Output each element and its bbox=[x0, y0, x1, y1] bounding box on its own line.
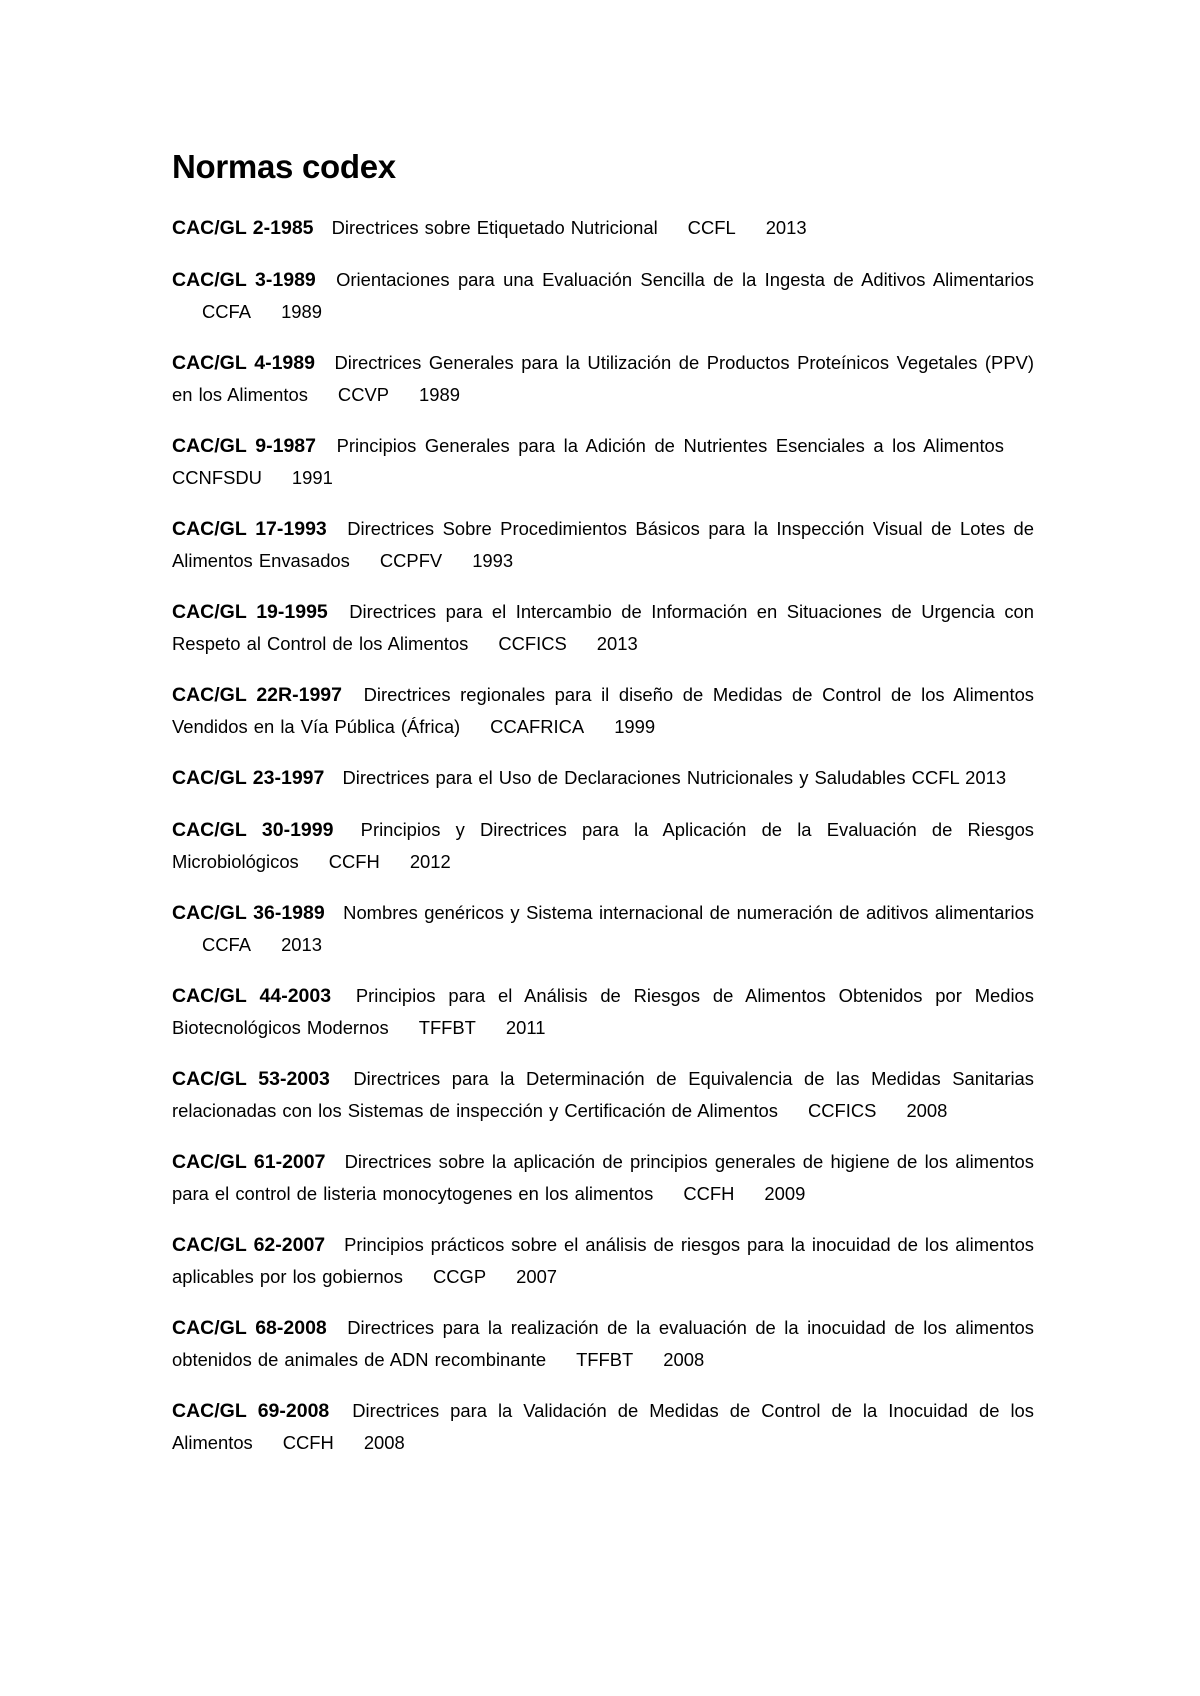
codex-entry bbox=[172, 1229, 1034, 1292]
entry-description: Directrices regionales para il diseño de Medidas de Control de los Alimentos Vendidos en la Vía Pública (África) bbox=[172, 684, 1034, 737]
entry-year: 1989 bbox=[281, 301, 322, 322]
codex-entries-list bbox=[172, 212, 1034, 1478]
entry-code: CAC/GL 3-1989 bbox=[172, 269, 316, 291]
entry-code: CAC/GL 69-2008 bbox=[172, 1400, 330, 1422]
entry-code: CAC/GL 62-2007 bbox=[172, 1234, 326, 1256]
entry-code: CAC/GL 30-1999 bbox=[172, 819, 334, 841]
entry-code: CAC/GL 53-2003 bbox=[172, 1068, 330, 1090]
entry-description: Directrices para la Determinación de Equivalencia de las Medidas Sanitarias relacionadas con los Sistemas de inspección y Certificación de Alimentos bbox=[172, 1068, 1034, 1121]
entry-code: CAC/GL 44-2003 bbox=[172, 985, 332, 1007]
entry-year: 2008 bbox=[663, 1349, 705, 1370]
codex-entry bbox=[172, 762, 1034, 794]
entry-committee: CCAFRICA bbox=[490, 716, 585, 737]
entry-description: Directrices Generales para la Utilización de Productos Proteínicos Vegetales (PPV) en los Alimentos bbox=[172, 352, 1034, 405]
codex-entry bbox=[172, 1312, 1034, 1375]
entry-description: Principios y Directrices para la Aplicación de la Evaluación de Riesgos Microbiológicos bbox=[172, 819, 1034, 872]
codex-entry bbox=[172, 513, 1034, 576]
entry-code: CAC/GL 36-1989 bbox=[172, 902, 325, 924]
entry-year: 2008 bbox=[363, 1432, 405, 1453]
entry-committee: CCFICS bbox=[807, 1100, 877, 1121]
entry-year: 1999 bbox=[614, 716, 656, 737]
entry-code: CAC/GL 23-1997 bbox=[172, 767, 325, 789]
entry-code: CAC/GL 2-1985 bbox=[172, 217, 314, 239]
entry-year: 2009 bbox=[764, 1183, 806, 1204]
entry-description: Directrices para el Intercambio de Información en Situaciones de Urgencia con Respeto al Control de los Alimentos bbox=[172, 601, 1035, 654]
entry-committee: CCFA bbox=[202, 301, 252, 322]
entry-year: 2012 bbox=[409, 851, 451, 872]
entry-committee: TFFBT bbox=[576, 1349, 634, 1370]
entry-year: 1989 bbox=[419, 384, 460, 405]
codex-entry bbox=[172, 596, 1034, 659]
entry-year: 1993 bbox=[472, 550, 514, 571]
entry-committee: CCFH bbox=[282, 1432, 334, 1453]
entry-year: 1991 bbox=[291, 467, 333, 488]
entry-code: CAC/GL 61-2007 bbox=[172, 1151, 326, 1173]
entry-committee: CCFA bbox=[202, 934, 252, 955]
entry-committee: TFFBT bbox=[418, 1017, 476, 1038]
entry-committee: CCGP bbox=[432, 1266, 487, 1287]
codex-entry bbox=[172, 212, 1034, 244]
entry-description: Directrices para el Uso de Declaraciones Nutricionales y Saludables bbox=[342, 767, 906, 788]
codex-entry bbox=[172, 1146, 1034, 1209]
codex-entry bbox=[172, 897, 1034, 960]
entry-description: Principios para el Análisis de Riesgos de Alimentos Obtenidos por Medios Biotecnológicos Modernos bbox=[172, 985, 1034, 1038]
entry-year: 2007 bbox=[516, 1266, 558, 1287]
entry-year: 2008 bbox=[906, 1100, 948, 1121]
codex-entry bbox=[172, 430, 1034, 493]
entry-year: 2013 bbox=[281, 934, 322, 955]
entry-committee: CCFL bbox=[911, 767, 960, 788]
entry-description: Directrices para la Validación de Medidas de Control de la Inocuidad de los Alimentos bbox=[172, 1400, 1034, 1453]
codex-entry bbox=[172, 1063, 1034, 1126]
entry-description: Directrices sobre la aplicación de principios generales de higiene de los alimentos para el control de listeria monocytogenes en los alimentos bbox=[172, 1151, 1034, 1204]
entry-year: 2013 bbox=[965, 767, 1007, 788]
entry-committee: CCNFSDU bbox=[172, 467, 262, 488]
entry-code: CAC/GL 17-1993 bbox=[172, 518, 327, 540]
codex-entry bbox=[172, 679, 1034, 742]
entry-committee: CCFICS bbox=[498, 633, 567, 654]
document-title: Normas codex bbox=[172, 148, 396, 185]
entry-code: CAC/GL 22R-1997 bbox=[172, 684, 342, 706]
codex-entry bbox=[172, 980, 1034, 1043]
entry-description: Principios Generales para la Adición de Nutrientes Esenciales a los Alimentos bbox=[336, 435, 1004, 456]
entry-year: 2013 bbox=[765, 217, 807, 238]
entry-committee: CCVP bbox=[337, 384, 390, 405]
entry-code: CAC/GL 68-2008 bbox=[172, 1317, 327, 1339]
entry-code: CAC/GL 4-1989 bbox=[172, 352, 315, 374]
entry-committee: CCFH bbox=[328, 851, 380, 872]
entry-description: Directrices para la realización de la evaluación de la inocuidad de los alimentos obtenidos de animales de ADN recombinante bbox=[172, 1317, 1034, 1370]
entry-description: Principios prácticos sobre el análisis de riesgos para la inocuidad de los alimentos aplicables por los gobiernos bbox=[172, 1234, 1034, 1287]
entry-code: CAC/GL 19-1995 bbox=[172, 601, 328, 623]
entry-description: Directrices Sobre Procedimientos Básicos para la Inspección Visual de Lotes de Alimentos Envasados bbox=[172, 518, 1034, 571]
entry-year: 2011 bbox=[505, 1017, 546, 1038]
codex-entry bbox=[172, 347, 1034, 410]
entry-code: CAC/GL 9-1987 bbox=[172, 435, 316, 457]
entry-committee: CCFH bbox=[683, 1183, 735, 1204]
codex-entry bbox=[172, 264, 1034, 327]
entry-year: 2013 bbox=[596, 633, 638, 654]
entry-description: Nombres genéricos y Sistema internacional de numeración de aditivos alimentarios bbox=[343, 902, 1034, 923]
codex-entry bbox=[172, 814, 1034, 877]
entry-committee: CCPFV bbox=[379, 550, 443, 571]
entry-description: Directrices sobre Etiquetado Nutricional bbox=[331, 217, 658, 238]
codex-entry bbox=[172, 1395, 1034, 1458]
entry-description: Orientaciones para una Evaluación Sencilla de la Ingesta de Aditivos Alimentarios bbox=[336, 269, 1034, 290]
entry-committee: CCFL bbox=[687, 217, 736, 238]
